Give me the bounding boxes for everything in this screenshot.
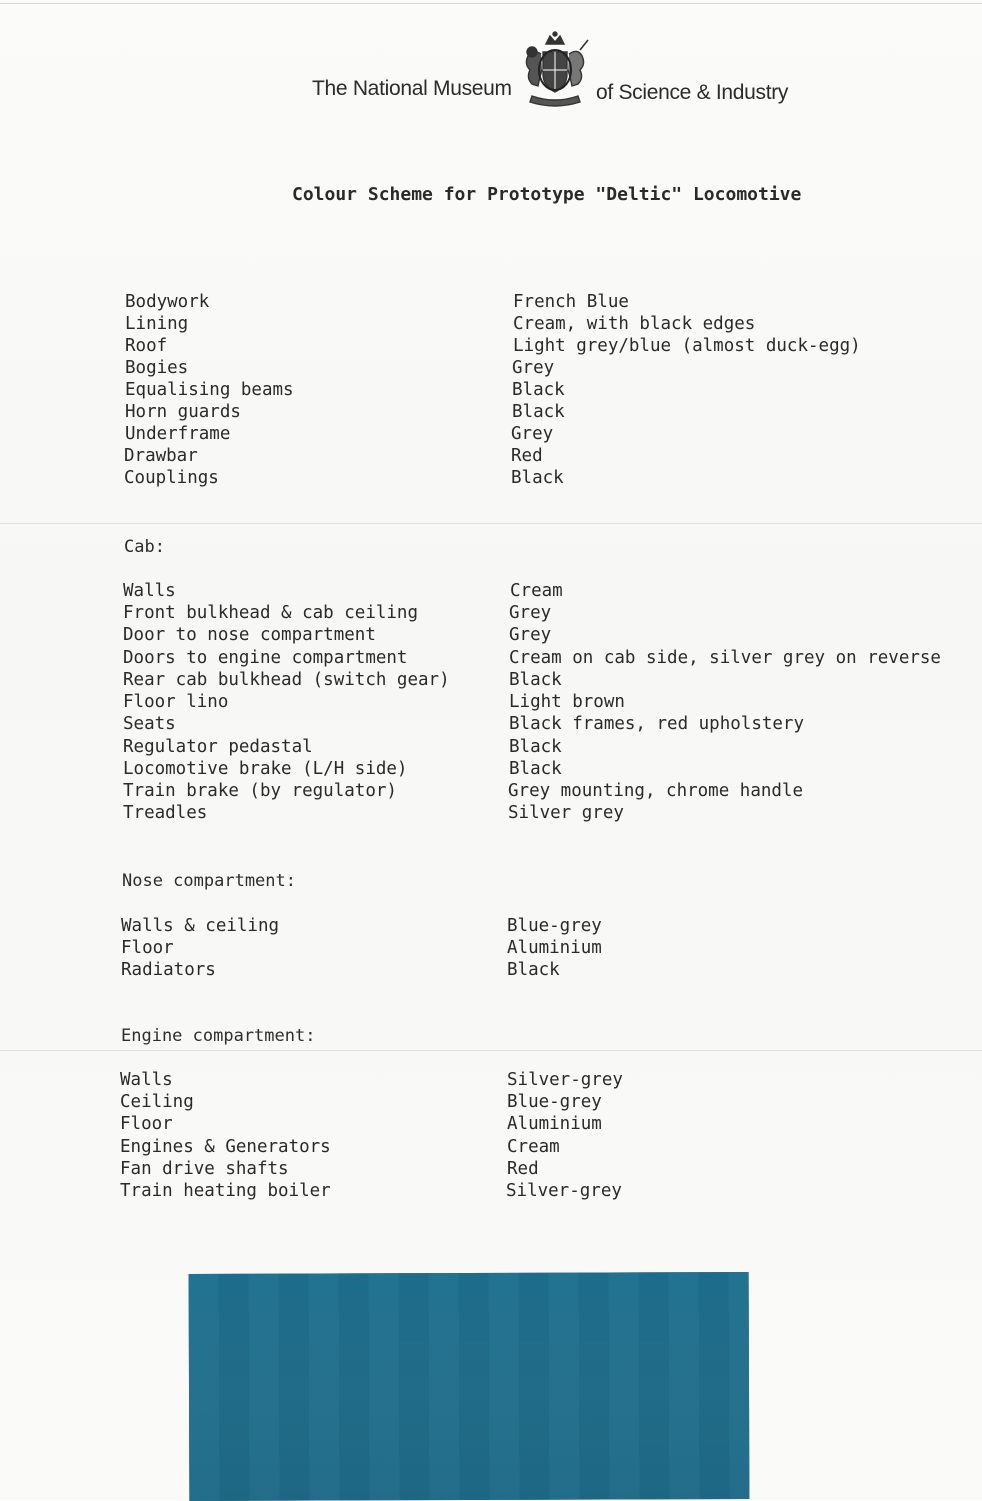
colour-value: Cream — [507, 1137, 560, 1157]
section-heading-engine: Engine compartment: — [121, 1026, 316, 1046]
part-name: Walls — [120, 1070, 173, 1090]
part-name: Floor lino — [123, 692, 229, 712]
royal-coat-of-arms-icon — [510, 30, 600, 110]
part-name: Locomotive brake (L/H side) — [123, 759, 408, 779]
part-name: Radiators — [121, 960, 216, 980]
colour-value: Black — [511, 468, 564, 488]
fold-line — [0, 1050, 982, 1051]
part-name: Couplings — [124, 468, 219, 488]
part-name: Ceiling — [120, 1092, 194, 1112]
table-row — [0, 402, 982, 424]
colour-value: Blue-grey — [507, 916, 602, 936]
fold-line — [0, 523, 982, 524]
colour-value: Cream, with black edges — [513, 314, 756, 334]
colour-value: Black — [507, 960, 560, 980]
part-name: Fan drive shafts — [120, 1159, 289, 1179]
colour-value: Blue-grey — [507, 1092, 602, 1112]
table-row — [0, 336, 982, 358]
colour-value: Black — [509, 737, 562, 757]
part-name: Floor — [120, 1114, 173, 1134]
table-row — [0, 1159, 982, 1181]
table-row — [0, 648, 982, 670]
section-heading-cab: Cab: — [124, 537, 165, 557]
part-name: Equalising beams — [125, 380, 294, 400]
table-row — [0, 781, 982, 803]
colour-value: Grey — [509, 603, 552, 623]
table-row — [0, 803, 982, 825]
letterhead — [0, 30, 982, 120]
colour-value: Red — [511, 446, 543, 466]
table-row — [0, 916, 982, 938]
part-name: Rear cab bulkhead (switch gear) — [123, 670, 450, 690]
colour-value: Grey — [511, 424, 554, 444]
part-name: Front bulkhead & cab ceiling — [123, 603, 419, 623]
table-row — [0, 314, 982, 336]
part-name: Lining — [125, 314, 189, 334]
colour-value: Cream — [510, 581, 563, 601]
colour-value: French Blue — [513, 292, 629, 312]
colour-value: Light grey/blue (almost duck-egg) — [513, 336, 861, 356]
part-name: Bodywork — [125, 292, 210, 312]
colour-value: Silver-grey — [507, 1070, 623, 1090]
table-row — [0, 1070, 982, 1092]
part-name: Seats — [123, 714, 176, 734]
letterhead-left-text: The National Museum — [312, 77, 512, 100]
table-row — [0, 960, 982, 982]
part-name: Regulator pedastal — [123, 737, 313, 757]
colour-value: Black — [512, 380, 565, 400]
part-name: Underframe — [125, 424, 231, 444]
colour-value: Black — [512, 402, 565, 422]
table-row — [0, 424, 982, 446]
letterhead-right-text: of Science & Industry — [596, 81, 789, 104]
section-heading-nose: Nose compartment: — [122, 871, 296, 891]
table-row — [0, 358, 982, 380]
part-name: Walls & ceiling — [121, 916, 280, 936]
colour-value: Grey — [512, 358, 555, 378]
table-row — [0, 714, 982, 736]
colour-value: Cream on cab side, silver grey on reverse — [509, 648, 941, 668]
part-name: Roof — [125, 336, 168, 356]
part-name: Treadles — [123, 803, 208, 823]
part-name: Walls — [123, 581, 176, 601]
part-name: Floor — [121, 938, 174, 958]
french-blue-paint-swatch — [189, 1272, 750, 1501]
colour-value: Silver-grey — [506, 1181, 622, 1201]
colour-value: Light brown — [509, 692, 625, 712]
table-row — [0, 380, 982, 402]
part-name: Train heating boiler — [120, 1181, 331, 1201]
colour-value: Black frames, red upholstery — [509, 714, 805, 734]
part-name: Horn guards — [125, 402, 241, 422]
colour-value: Aluminium — [507, 938, 602, 958]
table-row — [0, 581, 982, 603]
colour-value: Black — [509, 759, 562, 779]
table-row — [0, 737, 982, 759]
colour-value: Aluminium — [507, 1114, 602, 1134]
part-name: Bogies — [125, 358, 189, 378]
table-row — [0, 625, 982, 647]
part-name: Engines & Generators — [120, 1137, 331, 1157]
table-row — [0, 759, 982, 781]
table-row — [0, 446, 982, 468]
table-row — [0, 670, 982, 692]
table-row — [0, 292, 982, 314]
table-row — [0, 1137, 982, 1159]
table-row — [0, 603, 982, 625]
colour-value: Red — [507, 1159, 539, 1179]
colour-value: Grey — [509, 625, 552, 645]
document-title: Colour Scheme for Prototype "Deltic" Locomotive — [292, 184, 802, 205]
part-name: Doors to engine compartment — [123, 648, 408, 668]
part-name: Door to nose compartment — [123, 625, 376, 645]
table-row — [0, 938, 982, 960]
part-name: Train brake (by regulator) — [123, 781, 397, 801]
table-row — [0, 1181, 982, 1203]
table-row — [0, 1092, 982, 1114]
colour-value: Silver grey — [508, 803, 624, 823]
table-row — [0, 1114, 982, 1136]
colour-value: Grey mounting, chrome handle — [508, 781, 804, 801]
colour-value: Black — [509, 670, 562, 690]
page-edge — [0, 3, 982, 4]
table-row — [0, 468, 982, 490]
table-row — [0, 692, 982, 714]
part-name: Drawbar — [124, 446, 198, 466]
